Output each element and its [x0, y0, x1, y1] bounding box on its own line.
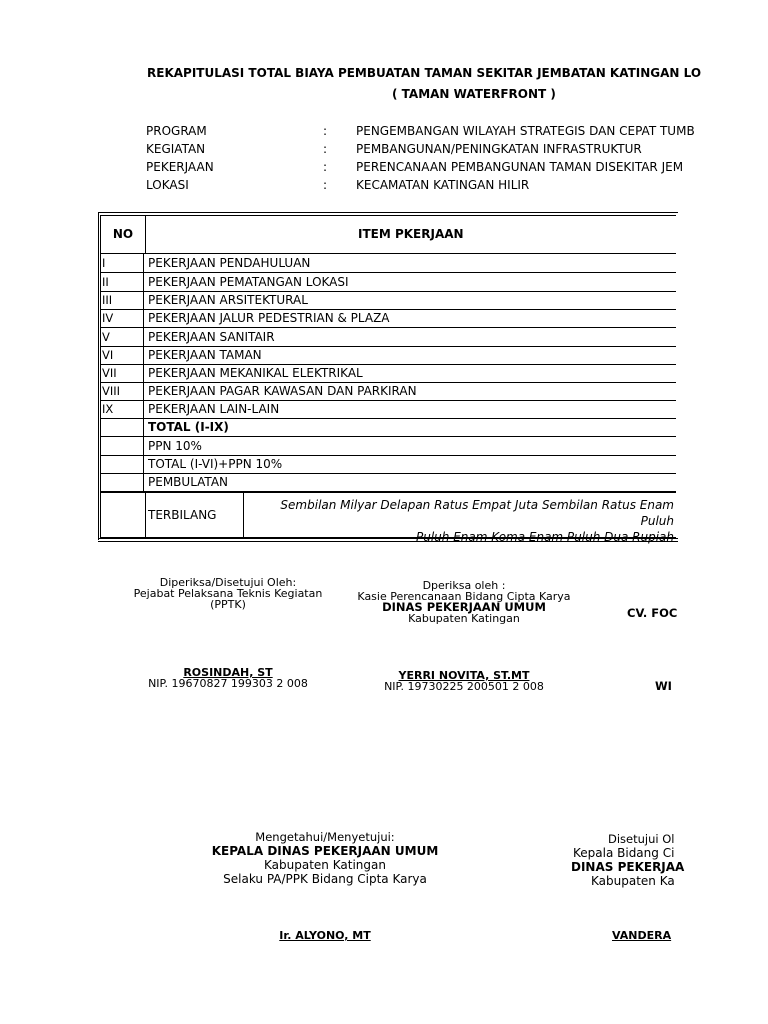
info-label: PEKERJAAN [146, 160, 214, 174]
row-item: PEKERJAAN PEMATANGAN LOKASI [148, 275, 349, 289]
row-no: VI [100, 346, 144, 364]
row-no: IV [100, 309, 144, 327]
signature-kepala-dinas [205, 831, 445, 941]
info-value: PERENCANAAN PEMBANGUNAN TAMAN DISEKITAR JEM [356, 160, 684, 174]
row-no [100, 418, 144, 436]
sig-role: KEPALA DINAS PEKERJAAN UMUM [211, 844, 439, 858]
header-no: NO [100, 216, 146, 253]
terbilang-line: Sembilan Milyar Delapan Ratus Empat Juta Sembilan Ratus Enam Puluh [280, 498, 674, 528]
header-item: ITEM PKERJAAN [358, 227, 464, 241]
info-colon: : [323, 124, 328, 138]
signature-pptk [108, 577, 348, 689]
table-row [100, 273, 676, 292]
row-no [100, 493, 146, 537]
sig-caption: Diperiksa/Disetujui Oleh: [159, 576, 297, 589]
row-no: I [100, 254, 144, 272]
sig-name: ROSINDAH, ST [183, 666, 273, 679]
sig-role: (PPTK) [210, 598, 246, 611]
sig-name: VANDERA [612, 929, 672, 942]
sig-office: DINAS PEKERJAAN UMUM [382, 600, 546, 614]
row-item: PEKERJAAN TAMAN [148, 348, 262, 362]
document-title: REKAPITULASI TOTAL BIAYA PEMBUATAN TAMAN SEKITAR JEMBATAN KATINGAN LO [147, 66, 702, 80]
info-colon: : [323, 160, 328, 174]
signature-cv [627, 608, 677, 692]
sig-role: Kasie Perencanaan Bidang Cipta Karya [357, 590, 571, 603]
row-total-label: TOTAL (I-IX) [148, 420, 229, 434]
row-no: VII [100, 364, 144, 382]
sig-name: Ir. ALYONO, MT [279, 929, 371, 942]
info-value: KECAMATAN KATINGAN HILIR [356, 178, 530, 192]
row-no: II [100, 273, 144, 291]
info-label: PROGRAM [146, 124, 207, 138]
table-row-total-ppn [100, 455, 676, 474]
table-row [100, 364, 676, 383]
row-pembulatan-label: PEMBULATAN [148, 475, 229, 489]
table-row [100, 400, 676, 419]
info-colon: : [323, 142, 328, 156]
row-no: V [100, 328, 144, 346]
sig-name: WI [655, 679, 672, 693]
sig-nip: NIP. 19670827 199303 2 008 [148, 677, 308, 690]
row-item: PEKERJAAN MEKANIKAL ELEKTRIKAL [148, 366, 363, 380]
info-value: PENGEMBANGAN WILAYAH STRATEGIS DAN CEPAT TUMB [356, 124, 695, 138]
terbilang-text [246, 497, 676, 545]
signature-kasie [344, 580, 584, 692]
row-no: IX [100, 400, 144, 418]
table-row [100, 254, 676, 273]
table-row [100, 328, 676, 347]
sig-company: CV. FOC [627, 606, 678, 620]
sig-nip: NIP. 19730225 200501 2 008 [384, 680, 544, 693]
info-label: KEGIATAN [146, 142, 206, 156]
info-value: PEMBANGUNAN/PENINGKATAN INFRASTRUKTUR [356, 142, 642, 156]
table-border [98, 212, 678, 213]
row-total-ppn-label: TOTAL (I-VI)+PPN 10% [148, 457, 283, 471]
table-header [100, 215, 676, 254]
sig-region: Kabupaten Ka [591, 874, 675, 888]
row-no [100, 437, 144, 455]
sig-role: Kepala Bidang Ci [573, 846, 675, 860]
sig-region: Kabupaten Katingan [264, 858, 386, 872]
sig-name: YERRI NOVITA, ST.MT [398, 669, 530, 682]
signature-kabid [560, 833, 684, 941]
sig-office: DINAS PEKERJAA [571, 860, 685, 874]
table-row-ppn [100, 437, 676, 456]
document-subtitle: ( TAMAN WATERFRONT ) [392, 87, 556, 101]
row-item: PEKERJAAN PENDAHULUAN [148, 256, 311, 270]
info-label: LOKASI [146, 178, 189, 192]
row-item: PEKERJAAN SANITAIR [148, 330, 275, 344]
sig-role: Selaku PA/PPK Bidang Cipta Karya [223, 872, 427, 886]
row-no: III [100, 291, 144, 309]
sig-region: Kabupaten Katingan [408, 612, 520, 625]
sig-caption: Disetujui Ol [608, 832, 675, 846]
row-no [100, 455, 144, 473]
row-no: VIII [100, 382, 144, 400]
row-item: PEKERJAAN PAGAR KAWASAN DAN PARKIRAN [148, 384, 417, 398]
table-row [100, 382, 676, 401]
row-item: PEKERJAAN JALUR PEDESTRIAN & PLAZA [148, 311, 390, 325]
sig-caption: Dperiksa oleh : [422, 579, 506, 592]
table-row [100, 346, 676, 365]
table-row [100, 309, 676, 328]
info-colon: : [323, 178, 328, 192]
row-ppn-label: PPN 10% [148, 439, 202, 453]
sig-role: Pejabat Pelaksana Teknis Kegiatan [133, 587, 323, 600]
row-no [100, 473, 144, 491]
table-row-pembulatan [100, 473, 676, 492]
table-row [100, 291, 676, 310]
sig-caption: Mengetahui/Menyetujui: [255, 830, 395, 844]
table-row-terbilang [100, 492, 676, 544]
table-row-total [100, 418, 676, 437]
terbilang-line: Puluh Enam Koma Enam Puluh Dua Rupiah [416, 530, 674, 544]
terbilang-label: TERBILANG [146, 493, 244, 537]
row-item: PEKERJAAN ARSITEKTURAL [148, 293, 308, 307]
table-border [98, 212, 99, 540]
row-item: PEKERJAAN LAIN-LAIN [148, 402, 280, 416]
